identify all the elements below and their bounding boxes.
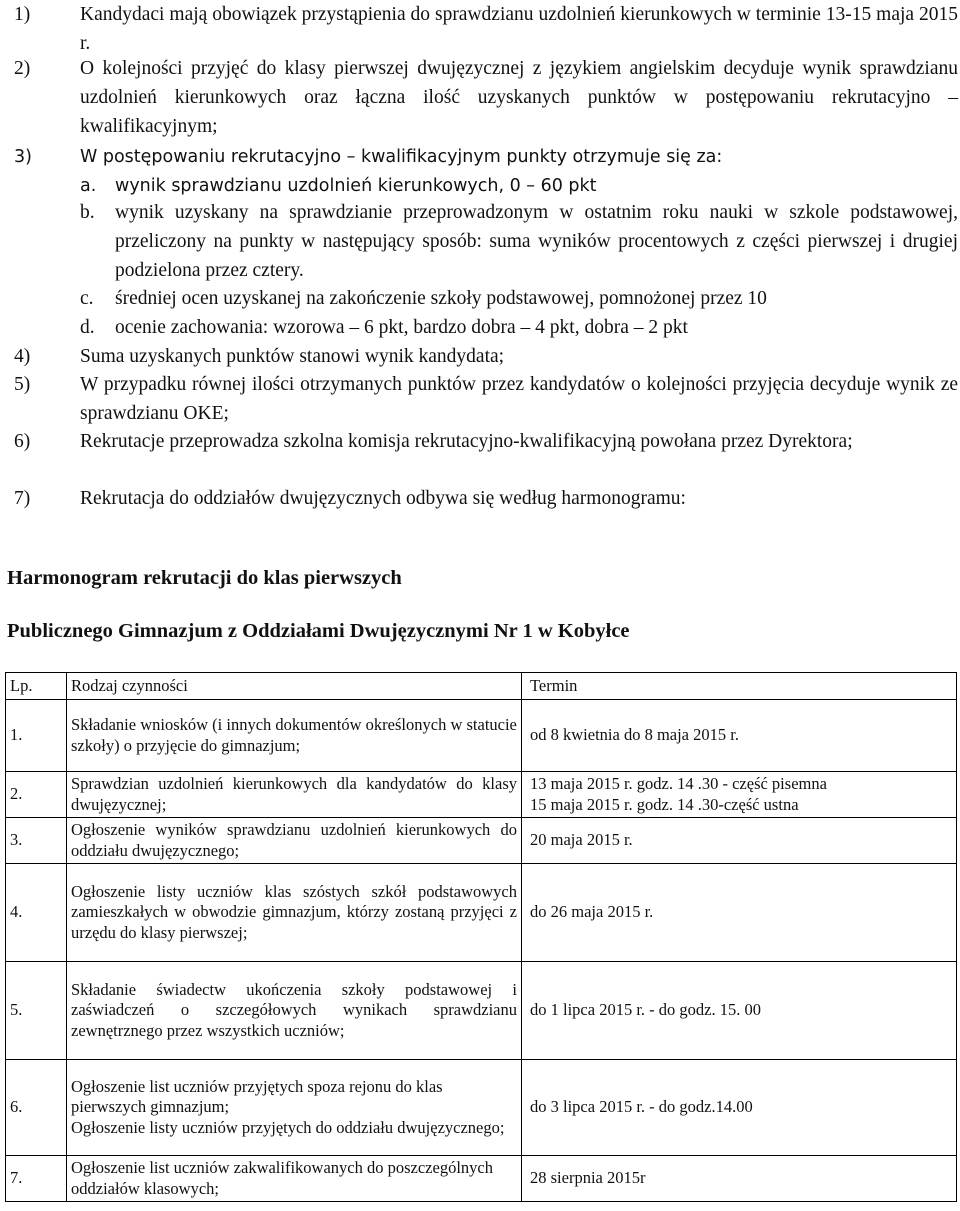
row-term: do 1 lipca 2015 r. - do godz. 15. 00 [522,962,957,1060]
rule-text: Suma uzyskanych punktów stanowi wynik kandydata; [80,346,505,367]
table-header-row [6,673,957,700]
header-term: Termin [522,673,957,700]
rule-text: Rekrutacja do oddziałów dwujęzycznych odbywa się według harmonogramu: [80,488,686,509]
row-activity: Sprawdzian uzdolnień kierunkowych dla kandydatów do klasy dwujęzycznej; [67,772,522,818]
row-term: 28 sierpnia 2015r [522,1156,957,1202]
row-term: 13 maja 2015 r. godz. 14 .30 - część pisemna [530,774,827,793]
row-lp: 5. [6,962,67,1060]
subitem-d [0,313,960,343]
subitem-c [0,284,960,314]
table-row [6,864,957,962]
row-term: do 3 lipca 2015 r. - do godz.14.00 [522,1060,957,1156]
rule-text: Kandydaci mają obowiązek przystąpienia do sprawdzianu uzdolnień kierunkowych w terminie 13-15 maja 2015 r. [80,4,958,54]
schedule-table [5,672,957,1202]
row-term-secondary: 15 maja 2015 r. godz. 14 .30-część ustna [530,794,799,814]
rule-item-7 [0,484,960,514]
subitem-text: wynik sprawdzianu uzdolnień kierunkowych, 0 – 60 pkt [115,176,597,196]
rule-number: 2) [14,58,31,79]
row-activity: Ogłoszenie wyników sprawdzianu uzdolnień kierunkowych do oddziału dwujęzycznego; [67,818,522,864]
subitem-letter: d. [80,317,95,338]
row-term: do 26 maja 2015 r. [522,864,957,962]
subitem-text: wynik uzyskany na sprawdzianie przeprowadzonym w ostatnim roku nauki w szkole podstawowej, przeliczony na punkty w następujący sposób: suma wyników procentowych z części pierwszej i drugiej podzielona przez cztery. [115,202,958,281]
table-row [6,700,957,772]
rule-number: 1) [14,4,31,25]
rule-item-6 [0,427,960,487]
rule-number: 7) [14,488,31,509]
row-lp: 4. [6,864,67,962]
rule-item-3 [0,143,960,173]
row-term: od 8 kwietnia do 8 maja 2015 r. [522,700,957,772]
subitem-letter: a. [80,176,97,196]
row-activity-secondary: Ogłoszenie listy uczniów przyjętych do oddziału dwujęzycznego; [71,1117,505,1137]
subitem-text: średniej ocen uzyskanej na zakończenie szkoły podstawowej, pomnożonej przez 10 [115,288,767,309]
table-row [6,962,957,1060]
row-lp: 7. [6,1156,67,1202]
header-lp: Lp. [6,673,67,700]
row-activity: Składanie świadectw ukończenia szkoły podstawowej i zaświadczeń o szczegółowych wynikach sprawdzianu zewnętrznego przez wszystkich uczniów; [67,962,522,1060]
row-activity: Ogłoszenie listy uczniów klas szóstych szkół podstawowych zamieszkałych w obwodzie gimnazjum, którzy zostaną przyjęci z urzędu do klasy pierwszej; [67,864,522,962]
rule-item-2 [0,54,960,144]
row-lp: 3. [6,818,67,864]
rule-item-5 [0,370,960,430]
subitem-letter: b. [80,202,95,223]
rule-number: 6) [14,431,31,452]
rule-item-1 [0,0,960,60]
table-row [6,1156,957,1202]
subitem-b [0,198,960,286]
table-row [6,818,957,864]
rule-text: W postępowaniu rekrutacyjno – kwalifikacyjnym punkty otrzymuje się za: [80,147,723,167]
row-activity: Ogłoszenie list uczniów przyjętych spoza rejonu do klas pierwszych gimnazjum; [71,1076,443,1117]
rule-text: O kolejności przyjęć do klasy pierwszej dwujęzycznej z językiem angielskim decyduje wynik sprawdzianu uzdolnień kierunkowych oraz łączna ilość uzyskanych punktów w postępowaniu rekrutacyjno – kwalifikacyjnym; [80,58,958,137]
row-term-cell [522,772,957,818]
rule-text: Rekrutacje przeprowadza szkolna komisja rekrutacyjno-kwalifikacyjną powołana przez Dyrektora; [80,431,853,452]
schedule-subtitle: Publicznego Gimnazjum z Oddziałami Dwujęzycznymi Nr 1 w Kobyłce [7,620,630,642]
rule-text: W przypadku równej ilości otrzymanych punktów przez kandydatów o kolejności przyjęcia decyduje wynik ze sprawdzianu OKE; [80,374,958,424]
row-term: 20 maja 2015 r. [522,818,957,864]
header-activity: Rodzaj czynności [67,673,522,700]
row-activity: Ogłoszenie list uczniów zakwalifikowanych do poszczególnych oddziałów klasowych; [67,1156,522,1202]
row-activity: Składanie wniosków (i innych dokumentów określonych w statucie szkoły) o przyjęcie do gimnazjum; [67,700,522,772]
rule-number: 4) [14,346,31,367]
rule-item-4 [0,342,960,372]
row-lp: 1. [6,700,67,772]
subitem-text: ocenie zachowania: wzorowa – 6 pkt, bardzo dobra – 4 pkt, dobra – 2 pkt [115,317,688,338]
row-activity-cell [67,1060,522,1156]
row-lp: 6. [6,1060,67,1156]
row-lp: 2. [6,772,67,818]
subitem-letter: c. [80,288,94,309]
table-row [6,772,957,818]
schedule-title: Harmonogram rekrutacji do klas pierwszych [7,567,402,589]
rule-number: 5) [14,374,31,395]
table-row [6,1060,957,1156]
rule-number: 3) [14,147,32,167]
